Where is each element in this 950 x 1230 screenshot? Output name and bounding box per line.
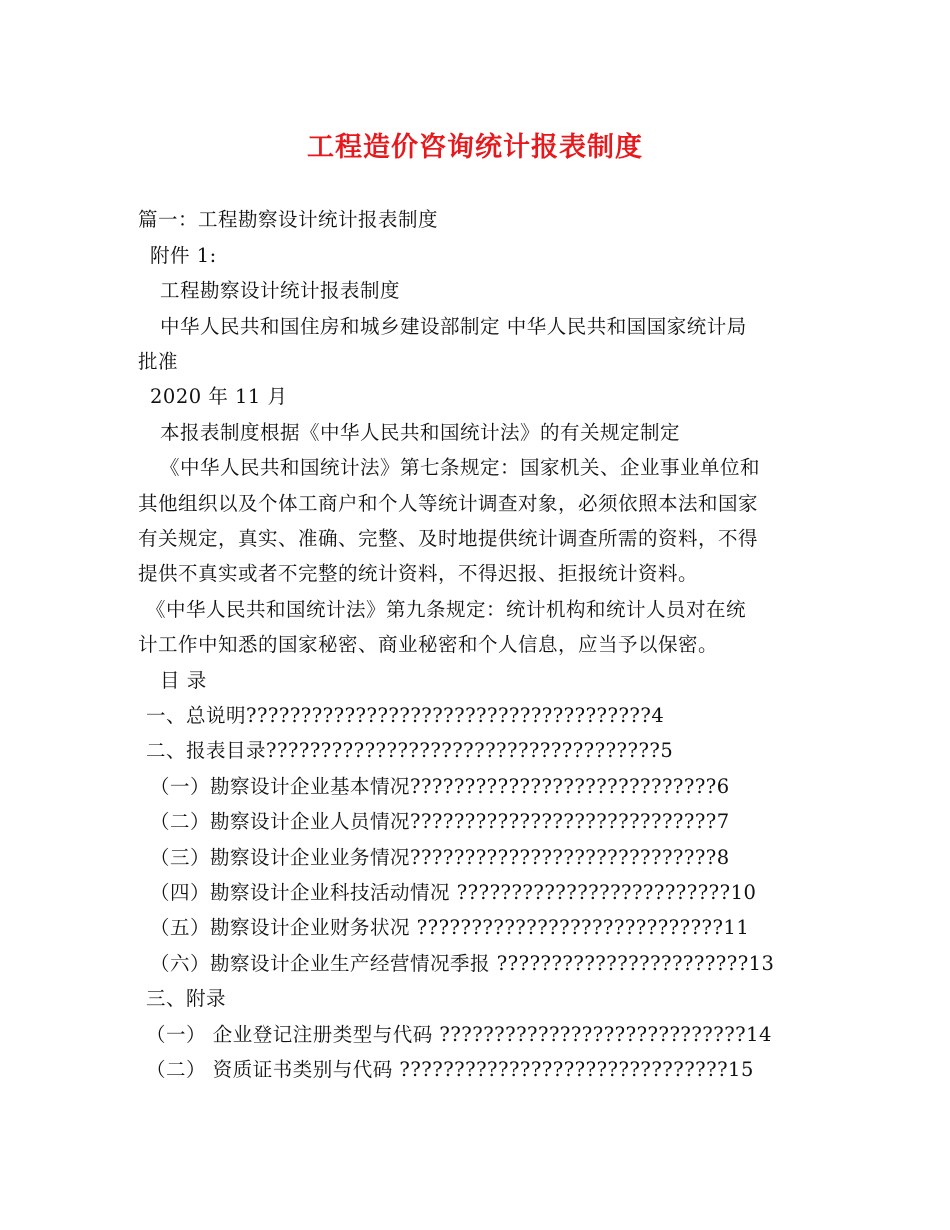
toc-entry: （六）勘察设计企业生产经营情况季报 ???????????????????????13 <box>150 952 775 975</box>
toc-entry: （二） 资质证书类别与代码 ??????????????????????????????15 <box>146 1058 754 1081</box>
paragraph-article9-cont: 计工作中知悉的国家秘密、商业秘密和个人信息，应当予以保密。 <box>138 633 719 656</box>
issue-date: 2020 年 11 月 <box>150 385 288 408</box>
toc-entry: 三、附录 <box>146 987 227 1010</box>
chapter-heading: 篇一：工程勘察设计统计报表制度 <box>138 208 439 231</box>
paragraph-basis: 本报表制度根据《中华人民共和国统计法》的有关规定制定 <box>160 421 681 444</box>
paragraph-article7: 《中华人民共和国统计法》第七条规定：国家机关、企业事业单位和 <box>160 456 761 479</box>
document-title: 工程造价咨询统计报表制度 <box>307 132 643 163</box>
toc-entry: （三）勘察设计企业业务情况????????????????????????????8 <box>150 846 730 869</box>
toc-entry: （一）勘察设计企业基本情况????????????????????????????6 <box>150 775 730 798</box>
paragraph-article7-cont: 有关规定，真实、准确、完整、及时地提供统计调查所需的资料，不得 <box>138 527 759 550</box>
paragraph-article7-cont: 其他组织以及个体工商户和个人等统计调查对象，必须依照本法和国家 <box>138 492 759 515</box>
toc-entry: （五）勘察设计企业财务状况 ????????????????????????????11 <box>150 916 750 939</box>
attachment-label: 附件 1: <box>150 244 217 267</box>
issuer-line-cont: 批准 <box>138 350 179 373</box>
toc-entry: （四）勘察设计企业科技活动情况 ?????????????????????????10 <box>150 881 757 904</box>
issuer-line: 中华人民共和国住房和城乡建设部制定 中华人民共和国国家统计局 <box>160 315 747 338</box>
paragraph-article9: 《中华人民共和国统计法》第九条规定：统计机构和统计人员对在统 <box>146 598 747 621</box>
paragraph-article7-cont: 提供不真实或者不完整的统计资料，不得迟报、拒报统计资料。 <box>138 562 699 585</box>
toc-entry: （二）勘察设计企业人员情况????????????????????????????7 <box>150 810 730 833</box>
toc-entry: 二、报表目录????????????????????????????????????5 <box>146 739 674 762</box>
toc-heading: 目 录 <box>160 669 207 692</box>
toc-entry: 一、总说明?????????????????????????????????????4 <box>146 704 665 727</box>
subtitle: 工程勘察设计统计报表制度 <box>160 279 401 302</box>
toc-entry: （一） 企业登记注册类型与代码 ????????????????????????????14 <box>146 1023 772 1046</box>
